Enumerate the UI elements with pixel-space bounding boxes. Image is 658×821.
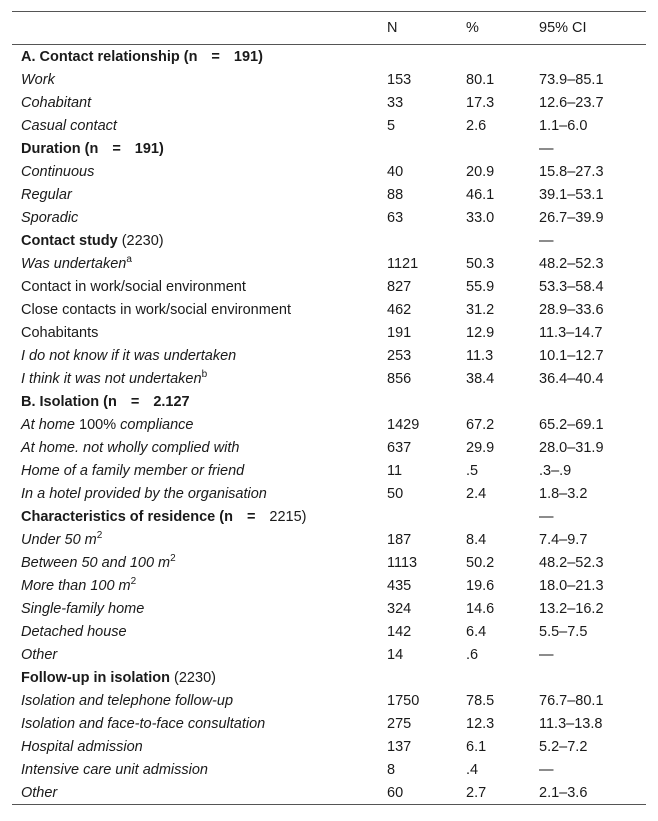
row-label: I think it was not undertaken (21, 370, 202, 387)
equals-sign: = (246, 508, 256, 525)
ci-cell: 12.6–23.7 (539, 94, 604, 111)
label-cell (12, 758, 387, 781)
ci-cell: 48.2–52.3 (539, 554, 604, 571)
equals-sign: = (112, 140, 121, 157)
row-label: Casual contact (21, 117, 117, 134)
table-row (12, 597, 646, 620)
section-title: Follow-up in isolation (21, 669, 171, 686)
n-cell: 253 (387, 347, 412, 364)
pct-cell: 20.9 (466, 163, 495, 180)
row-label: Regular (21, 186, 72, 203)
ci-cell: 13.2–16.2 (539, 600, 604, 617)
ci-cell: 36.4–40.4 (539, 370, 604, 387)
ci-cell: — (539, 761, 554, 778)
section-title: Contact study (21, 232, 118, 249)
n-cell: 142 (387, 623, 412, 640)
label-cell (12, 344, 387, 367)
table-row (12, 229, 646, 252)
label-cell (12, 505, 387, 528)
row-label: Continuous (21, 163, 95, 180)
n-cell: 637 (387, 439, 412, 456)
label-cell (12, 252, 387, 275)
n-cell: 1121 (387, 255, 419, 272)
label-cell (12, 229, 387, 252)
row-label: Intensive care unit admission (21, 761, 208, 778)
table-row (12, 735, 646, 758)
label-cell (12, 436, 387, 459)
n-cell: 1750 (387, 692, 420, 709)
pct-cell (466, 390, 539, 413)
n-cell (387, 390, 466, 413)
section-count: (2230) (170, 669, 216, 686)
header-ci: 95% CI (539, 12, 646, 45)
label-cell (12, 620, 387, 643)
row-label: Sporadic (21, 209, 79, 226)
n-cell: 827 (387, 278, 412, 295)
table-row (12, 574, 646, 597)
row-label: Isolation and telephone follow-up (21, 692, 234, 709)
row-label: Work (21, 71, 55, 88)
pct-cell: 50.3 (466, 255, 495, 272)
ci-cell: 5.2–7.2 (539, 738, 588, 755)
table-row (12, 482, 646, 505)
pct-cell: 55.9 (466, 278, 495, 295)
label-cell (12, 367, 387, 390)
n-cell: 14 (387, 646, 404, 663)
pct-cell: 19.6 (466, 577, 495, 594)
pct-cell: .6 (466, 646, 479, 663)
row-label: Close contacts in work/social environment (21, 301, 291, 318)
superscript: 2 (130, 575, 137, 587)
table-row (12, 344, 646, 367)
table-row (12, 689, 646, 712)
table-row (12, 413, 646, 436)
row-label: Home of a family member or friend (21, 462, 245, 479)
n-cell (387, 137, 466, 160)
label-cell (12, 298, 387, 321)
pct-cell: 29.9 (466, 439, 495, 456)
label-cell (12, 160, 387, 183)
table-row (12, 367, 646, 390)
row-label: Detached house (21, 623, 127, 640)
ci-cell (539, 666, 646, 689)
label-cell (12, 413, 387, 436)
ci-cell: 11.3–13.8 (539, 715, 603, 732)
superscript: b (201, 368, 208, 380)
table-row (12, 321, 646, 344)
label-cell (12, 91, 387, 114)
table-row (12, 758, 646, 781)
label-cell (12, 689, 387, 712)
n-cell: 462 (387, 301, 412, 318)
ci-cell: 7.4–9.7 (539, 531, 588, 548)
label-cell (12, 68, 387, 91)
pct-cell (466, 666, 539, 689)
ci-cell: — (539, 140, 554, 157)
ci-cell: 1.1–6.0 (539, 117, 588, 134)
ci-cell: 28.9–33.6 (539, 301, 604, 318)
row-label: Isolation and face-to-face consultation (21, 715, 266, 732)
row-label-part: compliance (120, 416, 194, 433)
table-row (12, 275, 646, 298)
ci-cell: 65.2–69.1 (539, 416, 604, 433)
pct-cell: 80.1 (466, 71, 495, 88)
n-cell: 137 (387, 738, 412, 755)
data-table (12, 11, 646, 805)
row-label: More than 100 m (21, 577, 131, 594)
n-cell: 1113 (387, 554, 418, 571)
n-cell: 187 (387, 531, 412, 548)
table-row (12, 206, 646, 229)
pct-cell: 38.4 (466, 370, 495, 387)
row-label-part: At home (21, 416, 75, 433)
pct-cell: 50.2 (466, 554, 495, 571)
superscript: 2 (170, 552, 176, 564)
table-row (12, 643, 646, 666)
section-title: B. Isolation (n (21, 393, 117, 410)
table-body (12, 45, 646, 805)
table-row (12, 666, 646, 689)
ci-cell: — (539, 232, 554, 249)
table-row (12, 436, 646, 459)
header-n: N (387, 12, 466, 45)
pct-cell: .4 (466, 761, 479, 778)
label-cell (12, 551, 387, 574)
n-cell (387, 666, 466, 689)
row-label: Contact in work/social environment (21, 278, 246, 295)
n-cell: 191 (387, 324, 412, 341)
row-label: Other (21, 646, 58, 663)
pct-cell: 12.3 (466, 715, 495, 732)
ci-cell: — (539, 646, 554, 663)
label-cell (12, 206, 387, 229)
table-row (12, 91, 646, 114)
pct-cell: 11.3 (466, 347, 494, 364)
n-cell: 60 (387, 781, 466, 805)
label-cell (12, 712, 387, 735)
ci-cell: 5.5–7.5 (539, 623, 588, 640)
table-row (12, 298, 646, 321)
ci-cell: .3–.9 (539, 462, 572, 479)
table-row (12, 252, 646, 275)
label-cell (12, 735, 387, 758)
label-cell (12, 459, 387, 482)
label-cell (12, 114, 387, 137)
ci-cell: 26.7–39.9 (539, 209, 604, 226)
section-count: 191) (233, 48, 263, 65)
pct-cell: 6.1 (466, 738, 487, 755)
n-cell: 11 (387, 462, 403, 479)
label-cell (12, 781, 387, 805)
equals-sign: = (130, 393, 140, 410)
label-cell (12, 666, 387, 689)
n-cell: 40 (387, 163, 404, 180)
ci-cell: 2.1–3.6 (539, 781, 646, 805)
ci-cell: 76.7–80.1 (539, 692, 604, 709)
ci-cell: 39.1–53.1 (539, 186, 604, 203)
row-label: Single-family home (21, 600, 145, 617)
label-cell (12, 528, 387, 551)
pct-cell: 67.2 (466, 416, 495, 433)
label-cell (12, 45, 387, 69)
row-label: In a hotel provided by the organisation (21, 485, 267, 502)
table-row (12, 620, 646, 643)
pct-cell: 14.6 (466, 600, 495, 617)
section-count: 2.127 (153, 393, 190, 410)
label-cell (12, 137, 387, 160)
label-cell (12, 574, 387, 597)
section-count: 191) (134, 140, 164, 157)
n-cell: 33 (387, 94, 404, 111)
table-row (12, 183, 646, 206)
superscript: a (126, 253, 132, 265)
ci-cell: 73.9–85.1 (539, 71, 604, 88)
n-cell: 856 (387, 370, 412, 387)
pct-cell (466, 229, 539, 252)
pct-cell: .5 (466, 462, 479, 479)
row-label-part: 100% (75, 416, 121, 433)
label-cell (12, 390, 387, 413)
row-label: Cohabitants (21, 324, 99, 341)
row-label: Hospital admission (21, 738, 143, 755)
pct-cell: 17.3 (466, 94, 495, 111)
pct-cell (466, 137, 539, 160)
pct-cell: 46.1 (466, 186, 495, 203)
ci-cell: 15.8–27.3 (539, 163, 604, 180)
n-cell: 63 (387, 209, 404, 226)
n-cell: 1429 (387, 416, 420, 433)
ci-cell: 53.3–58.4 (539, 278, 604, 295)
table-row (12, 68, 646, 91)
section-title: Duration (n (21, 140, 99, 157)
n-cell: 50 (387, 485, 404, 502)
table-row (12, 712, 646, 735)
section-title: Characteristics of residence (n (21, 508, 233, 525)
row-label: Was undertaken (21, 255, 127, 272)
pct-cell: 8.4 (466, 531, 487, 548)
row-label: Between 50 and 100 m (21, 554, 171, 571)
table-row (12, 505, 646, 528)
n-cell: 5 (387, 117, 396, 134)
pct-cell: 12.9 (466, 324, 495, 341)
pct-cell: 31.2 (466, 301, 495, 318)
pct-cell: 6.4 (466, 623, 487, 640)
pct-cell: 78.5 (466, 692, 495, 709)
n-cell (387, 505, 466, 528)
row-label: Other (21, 784, 58, 801)
n-cell: 435 (387, 577, 412, 594)
n-cell: 8 (387, 761, 396, 778)
section-title: A. Contact relationship (n (21, 48, 198, 65)
n-cell (387, 229, 466, 252)
n-cell: 153 (387, 71, 412, 88)
n-cell (387, 45, 466, 69)
table-row (12, 781, 646, 805)
header-label (12, 12, 387, 45)
ci-cell: 48.2–52.3 (539, 255, 604, 272)
label-cell (12, 643, 387, 666)
row-label: I do not know if it was undertaken (21, 347, 237, 364)
ci-cell (539, 390, 646, 413)
table-row (12, 390, 646, 413)
pct-cell (466, 45, 539, 69)
section-count: 2215) (269, 508, 307, 525)
superscript: 2 (96, 529, 103, 541)
label-cell (12, 597, 387, 620)
row-label: Cohabitant (21, 94, 92, 111)
n-cell: 324 (387, 600, 412, 617)
table-row (12, 160, 646, 183)
ci-cell: 11.3–14.7 (539, 324, 603, 341)
pct-cell: 2.4 (466, 485, 487, 502)
n-cell: 275 (387, 715, 412, 732)
ci-cell (539, 45, 646, 69)
table-row (12, 528, 646, 551)
ci-cell: 28.0–31.9 (539, 439, 604, 456)
label-cell (12, 275, 387, 298)
table-row (12, 114, 646, 137)
pct-cell (466, 505, 539, 528)
equals-sign: = (211, 48, 220, 65)
row-label: Under 50 m (21, 531, 97, 548)
table-row (12, 551, 646, 574)
pct-cell: 2.7 (466, 781, 539, 805)
label-cell (12, 183, 387, 206)
header-pct: % (466, 12, 539, 45)
n-cell: 88 (387, 186, 404, 203)
table-row (12, 137, 646, 160)
table-row (12, 45, 646, 69)
header-row (12, 12, 646, 45)
pct-cell: 33.0 (466, 209, 495, 226)
table-row (12, 459, 646, 482)
section-count: (2230) (117, 232, 164, 249)
ci-cell: 10.1–12.7 (539, 347, 604, 364)
ci-cell: 18.0–21.3 (539, 577, 604, 594)
ci-cell: — (539, 508, 554, 525)
ci-cell: 1.8–3.2 (539, 485, 588, 502)
pct-cell: 2.6 (466, 117, 487, 134)
row-label: At home. not wholly complied with (21, 439, 240, 456)
label-cell (12, 321, 387, 344)
label-cell (12, 482, 387, 505)
